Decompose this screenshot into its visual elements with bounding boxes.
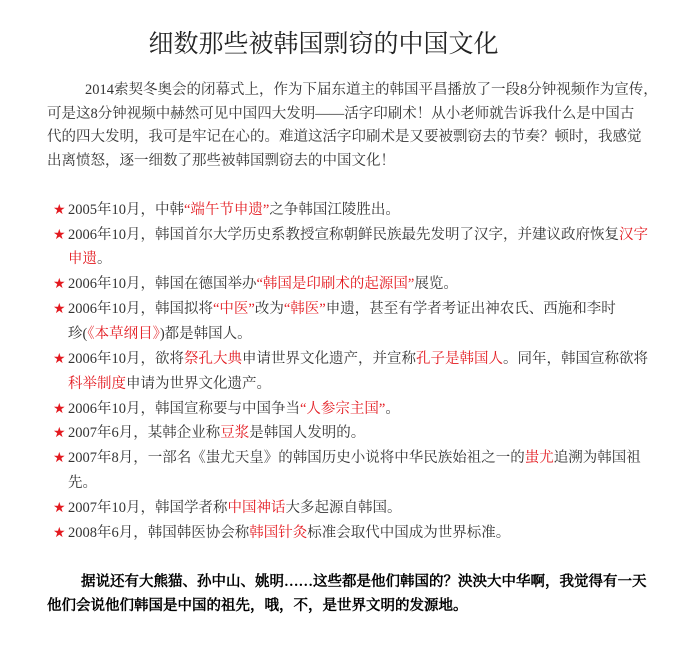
event-date: 2008年6月 — [68, 524, 134, 541]
event-text: ，韩国韩医协会称 — [133, 524, 250, 541]
event-text: ，韩国学者称 — [140, 499, 228, 516]
star-icon: ★ — [53, 425, 66, 442]
event-date: 2007年8月 — [68, 450, 134, 467]
event-line — [68, 198, 680, 223]
event-text: ，中韩 — [140, 201, 184, 218]
event-text: 申请为世界文化遗产。 — [126, 375, 271, 392]
event-text: ，韩国拟将 — [140, 301, 213, 318]
event-line — [68, 446, 680, 471]
event-line — [68, 347, 680, 372]
event-text: 是韩国人发明的。 — [249, 425, 366, 442]
event-text: ，韩国在德国举办 — [140, 276, 257, 293]
intro-paragraph — [0, 79, 680, 174]
event-text: 。 — [97, 251, 112, 268]
star-icon: ★ — [53, 201, 66, 218]
event-text: 之争韩国江陵胜出。 — [269, 201, 400, 218]
highlight-text: 祭孔大典 — [184, 350, 242, 367]
event-item — [0, 521, 680, 546]
event-item — [0, 223, 680, 273]
event-item — [0, 446, 680, 496]
event-item — [0, 397, 680, 422]
event-date: 2006年10月 — [68, 350, 141, 367]
event-text: 标准会取代中国成为世界标准。 — [307, 524, 511, 541]
event-text: 改为 — [254, 301, 284, 318]
event-text: ，韩国宣称要与中国争当 — [140, 400, 300, 417]
star-icon: ★ — [53, 524, 66, 541]
event-line — [68, 247, 680, 272]
event-text: )都是韩国人。 — [159, 325, 252, 342]
event-date: 2007年10月 — [68, 499, 141, 516]
event-line — [68, 471, 680, 496]
event-date: 2006年10月 — [68, 301, 141, 318]
event-text: 先。 — [68, 475, 97, 492]
event-text: 追溯为韩国祖 — [553, 450, 641, 467]
event-line — [68, 322, 680, 347]
event-item — [0, 496, 680, 521]
intro-line: 出离愤怒，逐一细数了那些被韩国剽窃去的中国文化！ — [47, 153, 395, 170]
highlight-text: “端午节申遗” — [184, 201, 270, 218]
highlight-text: 申遗 — [68, 251, 97, 268]
star-icon: ★ — [53, 400, 66, 417]
page-title: 细数那些被韩国剽窃的中国文化 — [148, 31, 499, 58]
event-item — [0, 421, 680, 446]
event-date: 2006年10月 — [68, 226, 141, 243]
event-text: 申遗，甚至有学者考证出神农氏、西施和李时 — [325, 301, 616, 318]
highlight-text: “中医” — [213, 301, 255, 318]
event-line — [68, 397, 680, 422]
event-date: 2005年10月 — [68, 201, 141, 218]
event-line — [68, 297, 680, 322]
event-date: 2006年10月 — [68, 400, 141, 417]
highlight-text: 韩国针灸 — [249, 524, 308, 541]
event-text: ，欲将 — [140, 350, 184, 367]
intro-line: 可是这8分钟视频中赫然可见中国四大发明——活字印刷术！从小老师就告诉我什么是中国古 — [47, 105, 635, 122]
star-icon: ★ — [53, 301, 66, 318]
event-text: 珍( — [68, 325, 88, 342]
event-item — [0, 272, 680, 297]
highlight-text: 《本草纲目》 — [87, 325, 160, 342]
star-icon: ★ — [53, 499, 66, 516]
star-icon: ★ — [53, 276, 66, 293]
event-item — [0, 198, 680, 223]
intro-line: 代的四大发明，我可是牢记在心的。难道这活字印刷术是又要被剽窃去的节奏？顿时，我感觉 — [47, 129, 642, 146]
event-text: 展览。 — [414, 276, 458, 293]
star-icon: ★ — [53, 226, 66, 243]
event-date: 2006年10月 — [68, 276, 141, 293]
event-line — [68, 521, 680, 546]
event-text: ，一部名《蚩尤天皇》的韩国历史小说将中华民族始祖之一的 — [133, 450, 525, 467]
event-text: 大多起源自韩国。 — [285, 499, 402, 516]
highlight-text: 孔子是韩国人 — [416, 350, 503, 367]
highlight-text: “人参宗主国” — [300, 400, 386, 417]
closing-paragraph — [0, 570, 680, 618]
event-text: 。 — [385, 400, 400, 417]
highlight-text: 中国神话 — [227, 499, 286, 516]
intro-line: 2014索契冬奥会的闭幕式上，作为下届东道主的韩国平昌播放了一段8分钟视频作为宣传， — [85, 82, 658, 98]
event-text: ，韩国首尔大学历史系教授宣称朝鲜民族最先发明了汉字，并建议政府恢复 — [140, 226, 619, 243]
highlight-text: 汉字 — [619, 226, 648, 243]
event-line — [68, 421, 680, 446]
highlight-text: “韩医” — [283, 301, 326, 318]
event-line — [68, 372, 680, 397]
event-date: 2007年6月 — [68, 425, 134, 442]
event-list — [0, 198, 680, 546]
highlight-text: 蚩尤 — [524, 450, 554, 467]
highlight-text: 科举制度 — [68, 375, 126, 392]
star-icon: ★ — [53, 450, 66, 467]
event-item — [0, 297, 680, 347]
event-text: 申请世界文化遗产，并宣称 — [242, 350, 416, 367]
closing-line: 据说还有大熊猫、孙中山、姚明……这些都是他们韩国的？泱泱大中华啊，我觉得有一天 — [81, 573, 647, 590]
event-item — [0, 347, 680, 397]
highlight-text: “韩国是印刷术的起源国” — [256, 276, 415, 293]
event-line — [68, 223, 680, 248]
closing-line: 他们会说他们韩国是中国的祖先，哦，不，是世界文明的发源地。 — [47, 597, 468, 614]
event-text: ，某韩企业称 — [133, 425, 221, 442]
event-text: 。同年，韩国宣称欲将 — [503, 350, 648, 367]
event-line — [68, 272, 680, 297]
highlight-text: 豆浆 — [220, 425, 250, 442]
event-line — [68, 496, 680, 521]
star-icon: ★ — [53, 350, 66, 367]
